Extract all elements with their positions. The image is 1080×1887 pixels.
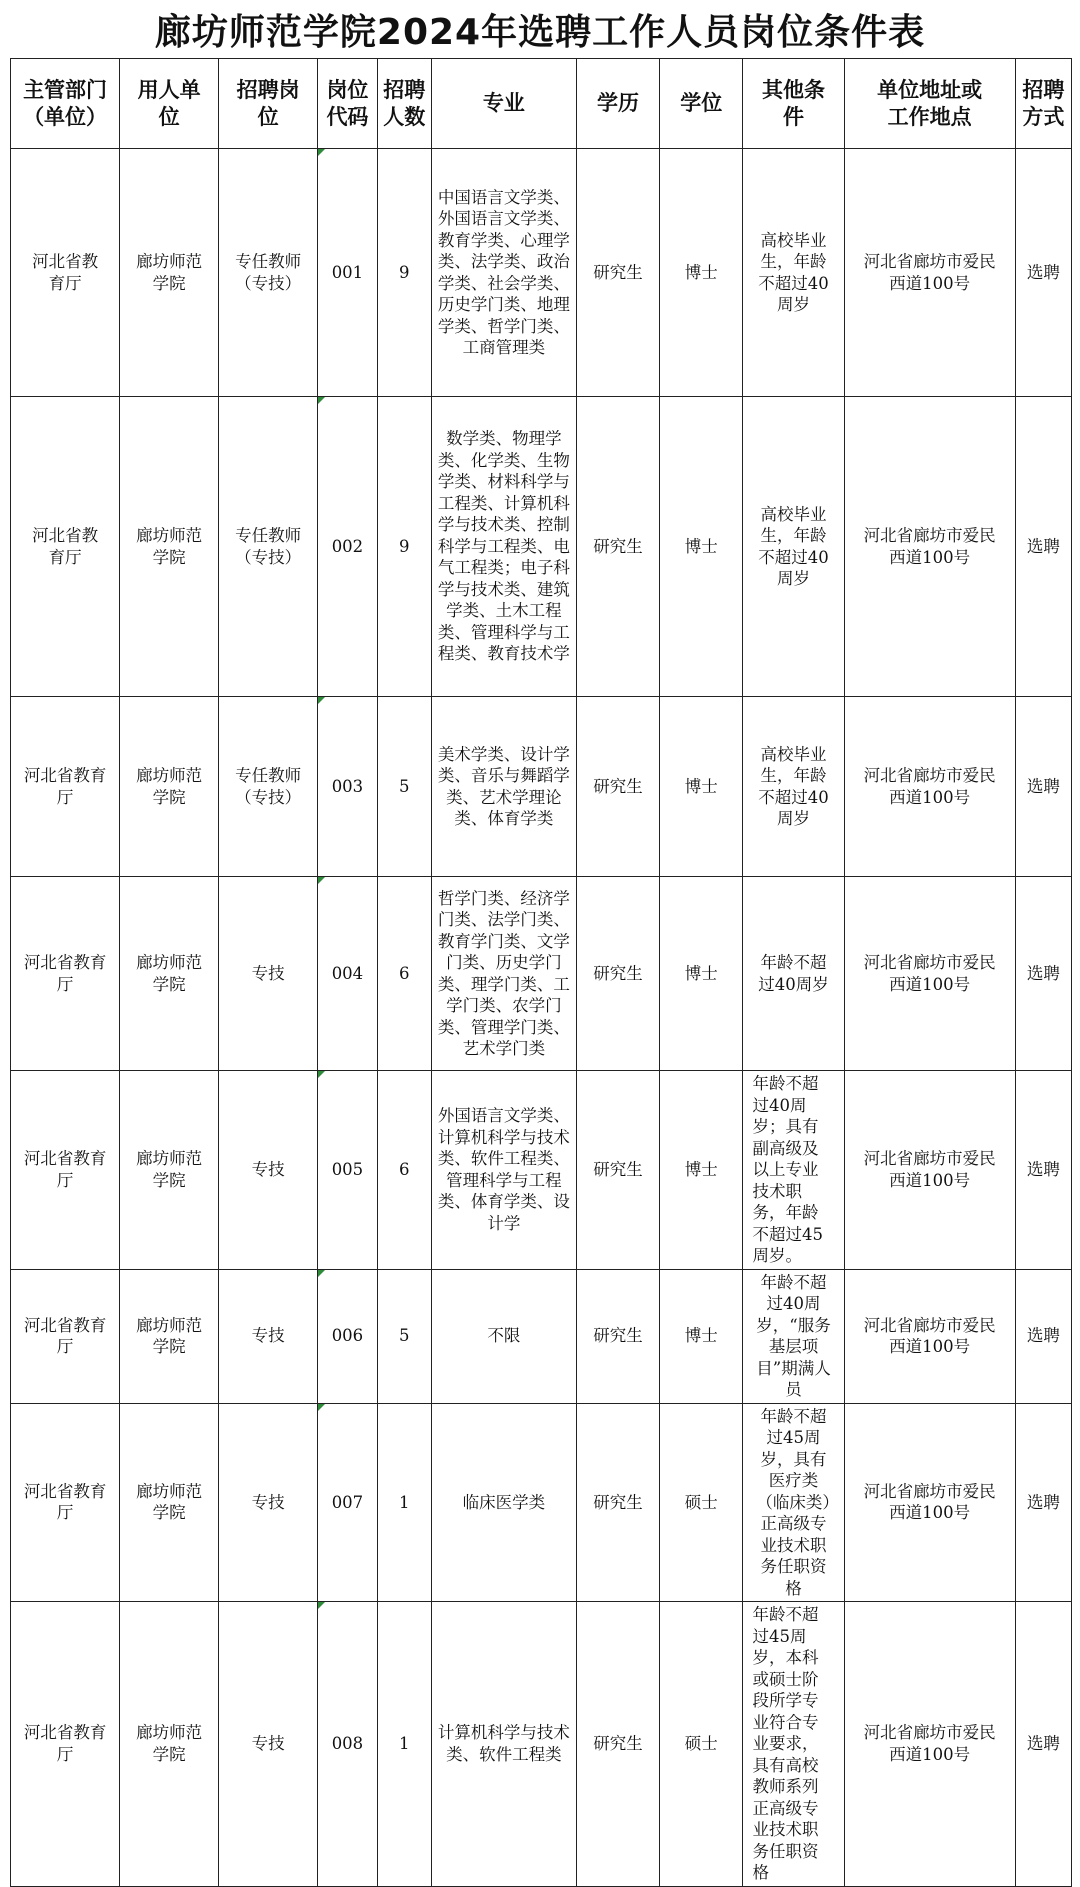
table-row <box>11 1403 1072 1602</box>
cell-method: 选聘 <box>1015 1602 1071 1887</box>
cell-method: 选聘 <box>1015 397 1071 697</box>
cell-employer: 廊坊师范学院 <box>120 149 219 397</box>
cell-other: 高校毕业生，年龄不超过40周岁 <box>743 397 844 697</box>
cell-other: 年龄不超过40周岁，“服务基层项目”期满人员 <box>743 1269 844 1403</box>
cell-count: 1 <box>377 1602 431 1887</box>
cell-position: 专技 <box>219 1602 318 1887</box>
cell-education: 研究生 <box>576 697 659 877</box>
cell-education: 研究生 <box>576 149 659 397</box>
cell-employer: 廊坊师范学院 <box>120 1602 219 1887</box>
cell-dept: 河北省教育厅 <box>11 1071 120 1270</box>
cell-count: 5 <box>377 697 431 877</box>
cell-method: 选聘 <box>1015 877 1071 1071</box>
cell-education: 研究生 <box>576 1071 659 1270</box>
cell-employer: 廊坊师范学院 <box>120 397 219 697</box>
cell-dept: 河北省教育厅 <box>11 1403 120 1602</box>
cell-degree: 硕士 <box>660 1602 743 1887</box>
header-degree: 学位 <box>660 59 743 149</box>
cell-other: 高校毕业生，年龄不超过40周岁 <box>743 149 844 397</box>
table-row <box>11 397 1072 697</box>
cell-other: 年龄不超过40周岁 <box>743 877 844 1071</box>
cell-major: 数学类、物理学类、化学类、生物学类、材料科学与工程类、计算机科学与技术类、控制科学与工程类、电气工程类；电子科学与技术类、建筑学类、土木工程类、管理科学与工程类、教育技术学 <box>431 397 576 697</box>
header-address: 单位地址或工作地点 <box>844 59 1015 149</box>
cell-dept: 河北省教育厅 <box>11 697 120 877</box>
cell-degree: 硕士 <box>660 1403 743 1602</box>
cell-employer: 廊坊师范学院 <box>120 1269 219 1403</box>
header-other: 其他条件 <box>743 59 844 149</box>
header-method: 招聘方式 <box>1015 59 1071 149</box>
cell-employer: 廊坊师范学院 <box>120 697 219 877</box>
cell-address: 河北省廊坊市爱民西道100号 <box>844 1071 1015 1270</box>
cell-major: 美术学类、设计学类、音乐与舞蹈学类、艺术学理论类、体育学类 <box>431 697 576 877</box>
cell-degree: 博士 <box>660 1071 743 1270</box>
cell-major: 计算机科学与技术类、软件工程类 <box>431 1602 576 1887</box>
cell-position: 专技 <box>219 877 318 1071</box>
cell-other: 年龄不超过45周岁，本科或硕士阶段所学专业符合专业要求，具有高校教师系列正高级专业技术职务任职资格 <box>743 1602 844 1887</box>
cell-major: 外国语言文学类、计算机科学与技术类、软件工程类、管理科学与工程类、体育学类、设计学 <box>431 1071 576 1270</box>
header-count: 招聘人数 <box>377 59 431 149</box>
cell-education: 研究生 <box>576 1269 659 1403</box>
cell-method: 选聘 <box>1015 1403 1071 1602</box>
cell-position: 专技 <box>219 1403 318 1602</box>
cell-employer: 廊坊师范学院 <box>120 877 219 1071</box>
cell-degree: 博士 <box>660 1269 743 1403</box>
cell-code: 005 <box>318 1071 378 1270</box>
cell-employer: 廊坊师范学院 <box>120 1071 219 1270</box>
cell-address: 河北省廊坊市爱民西道100号 <box>844 877 1015 1071</box>
cell-code: 003 <box>318 697 378 877</box>
cell-code: 004 <box>318 877 378 1071</box>
cell-method: 选聘 <box>1015 697 1071 877</box>
table-row <box>11 877 1072 1071</box>
cell-position: 专任教师（专技） <box>219 697 318 877</box>
cell-address: 河北省廊坊市爱民西道100号 <box>844 1602 1015 1887</box>
cell-other: 高校毕业生，年龄不超过40周岁 <box>743 697 844 877</box>
cell-count: 9 <box>377 397 431 697</box>
cell-other: 年龄不超过40周岁；具有副高级及以上专业技术职务，年龄不超过45周岁。 <box>743 1071 844 1270</box>
cell-major: 中国语言文学类、外国语言文学类、教育学类、心理学类、法学类、政治学类、社会学类、历史学门类、地理学类、哲学门类、工商管理类 <box>431 149 576 397</box>
cell-method: 选聘 <box>1015 149 1071 397</box>
cell-count: 5 <box>377 1269 431 1403</box>
cell-address: 河北省廊坊市爱民西道100号 <box>844 1403 1015 1602</box>
cell-count: 6 <box>377 1071 431 1270</box>
cell-address: 河北省廊坊市爱民西道100号 <box>844 1269 1015 1403</box>
cell-education: 研究生 <box>576 1403 659 1602</box>
cell-major: 哲学门类、经济学门类、法学门类、教育学门类、文学门类、历史学门类、理学门类、工学门类、农学门类、管理学门类、艺术学门类 <box>431 877 576 1071</box>
table-row <box>11 1602 1072 1887</box>
cell-other: 年龄不超过45周岁，具有医疗类（临床类）正高级专业技术职务任职资格 <box>743 1403 844 1602</box>
cell-address: 河北省廊坊市爱民西道100号 <box>844 397 1015 697</box>
header-dept: 主管部门（单位） <box>11 59 120 149</box>
cell-major: 不限 <box>431 1269 576 1403</box>
cell-code: 002 <box>318 397 378 697</box>
cell-count: 1 <box>377 1403 431 1602</box>
cell-degree: 博士 <box>660 877 743 1071</box>
cell-dept: 河北省教育厅 <box>11 149 120 397</box>
header-employer: 用人单位 <box>120 59 219 149</box>
cell-degree: 博士 <box>660 697 743 877</box>
table-row <box>11 1269 1072 1403</box>
header-position: 招聘岗位 <box>219 59 318 149</box>
header-education: 学历 <box>576 59 659 149</box>
cell-dept: 河北省教育厅 <box>11 397 120 697</box>
header-code: 岗位代码 <box>318 59 378 149</box>
cell-position: 专技 <box>219 1071 318 1270</box>
cell-count: 9 <box>377 149 431 397</box>
cell-code: 007 <box>318 1403 378 1602</box>
cell-dept: 河北省教育厅 <box>11 877 120 1071</box>
position-table <box>10 58 1072 1887</box>
cell-education: 研究生 <box>576 1602 659 1887</box>
header-major: 专业 <box>431 59 576 149</box>
cell-code: 006 <box>318 1269 378 1403</box>
cell-method: 选聘 <box>1015 1071 1071 1270</box>
cell-code: 008 <box>318 1602 378 1887</box>
cell-degree: 博士 <box>660 149 743 397</box>
table-row <box>11 1071 1072 1270</box>
cell-degree: 博士 <box>660 397 743 697</box>
cell-address: 河北省廊坊市爱民西道100号 <box>844 149 1015 397</box>
cell-education: 研究生 <box>576 877 659 1071</box>
cell-dept: 河北省教育厅 <box>11 1269 120 1403</box>
cell-position: 专任教师（专技） <box>219 149 318 397</box>
cell-address: 河北省廊坊市爱民西道100号 <box>844 697 1015 877</box>
cell-education: 研究生 <box>576 397 659 697</box>
cell-position: 专任教师（专技） <box>219 397 318 697</box>
cell-major: 临床医学类 <box>431 1403 576 1602</box>
table-row <box>11 149 1072 397</box>
cell-count: 6 <box>377 877 431 1071</box>
cell-position: 专技 <box>219 1269 318 1403</box>
cell-dept: 河北省教育厅 <box>11 1602 120 1887</box>
table-row <box>11 697 1072 877</box>
table-header-row <box>11 59 1072 149</box>
page-title: 廊坊师范学院2024年选聘工作人员岗位条件表 <box>154 12 926 53</box>
cell-employer: 廊坊师范学院 <box>120 1403 219 1602</box>
cell-code: 001 <box>318 149 378 397</box>
cell-method: 选聘 <box>1015 1269 1071 1403</box>
